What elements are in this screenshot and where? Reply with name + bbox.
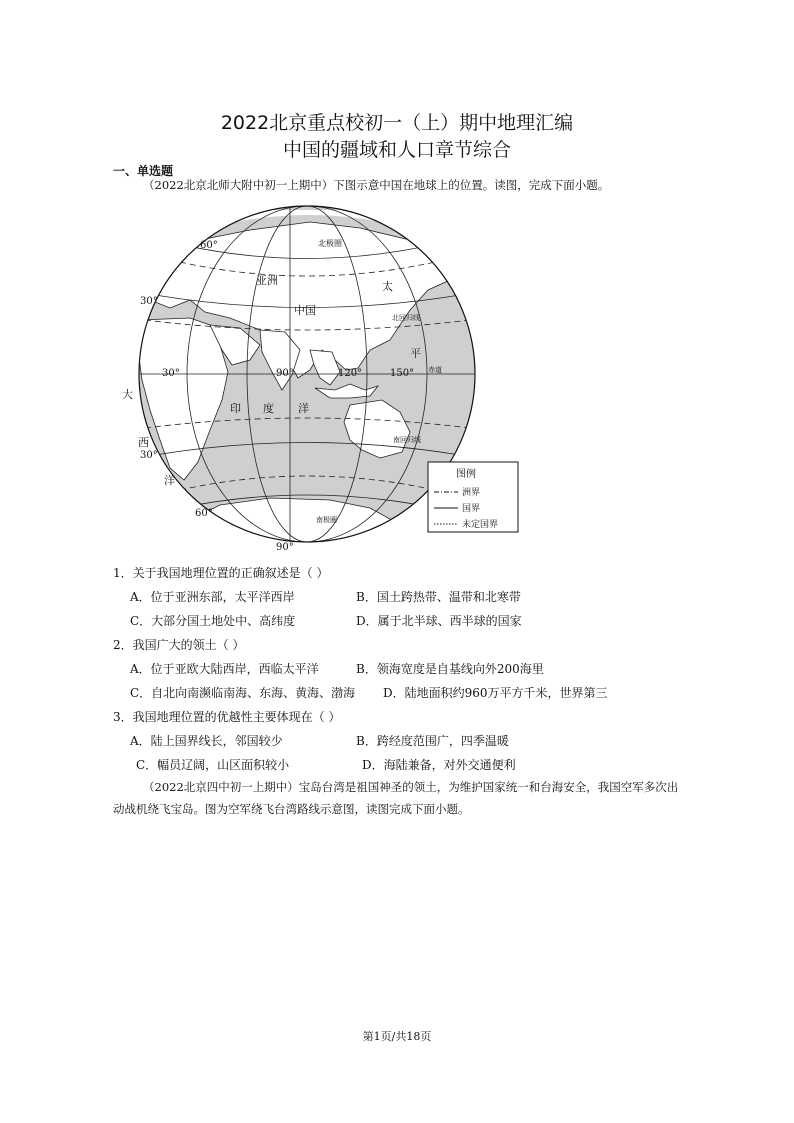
label-equator: 赤道 [428, 366, 442, 374]
question-2-option-b[interactable]: B．领海宽度是自基线向外200海里 [356, 662, 544, 676]
question-3-option-a[interactable]: A．陆上国界线长，邻国较少 [130, 734, 283, 748]
question-1-option-c[interactable]: C．大部分国土地处中、高纬度 [130, 614, 296, 628]
question-3-option-b[interactable]: B．跨经度范围广，四季温暖 [356, 734, 509, 748]
map-legend [428, 462, 518, 532]
label-arctic-circle: 北极圈 [318, 239, 342, 248]
label-china: 中国 [294, 304, 316, 317]
page-subtitle: 中国的疆域和人口章节综合 [282, 139, 511, 161]
label-tai: 太 [382, 280, 393, 293]
globe-map [110, 200, 520, 552]
label-lat30n: 30° [140, 296, 158, 307]
label-pole-south: 90° [276, 542, 294, 552]
intro-paragraph-1: （2022北京北师大附中初一上期中）下图示意中国在地球上的位置。读图，完成下面小题。 [143, 178, 610, 192]
label-yin: 印 [230, 402, 241, 415]
label-antarctic-circle: 南极圈 [316, 516, 337, 524]
label-ping: 平 [410, 347, 421, 360]
label-yang-indian: 洋 [298, 402, 309, 415]
question-2-option-c[interactable]: C．自北向南濒临南海、东海、黄海、渤海 [130, 686, 356, 700]
legend-item-border: 国界 [462, 504, 481, 514]
page-title: 2022北京重点校初一（上）期中地理汇编 [220, 112, 574, 134]
legend-title: 图例 [456, 469, 476, 480]
question-3-option-c[interactable]: C．幅员辽阔，山区面积较小 [136, 758, 290, 772]
label-lon120: 120° [338, 368, 363, 379]
question-2-option-a[interactable]: A．位于亚欧大陆西岸，西临太平洋 [130, 662, 319, 676]
label-lon30: 30° [162, 368, 180, 379]
label-yang-atlantic: 洋 [164, 474, 175, 487]
label-xi: 西 [138, 436, 149, 449]
label-lon150: 150° [390, 368, 415, 379]
legend-item-undefined: 未定国界 [462, 520, 499, 530]
label-tropic-cancer: 北回归线 [392, 314, 420, 322]
label-asia: 亚洲 [256, 274, 278, 287]
legend-item-continent: 洲界 [462, 488, 481, 498]
label-du: 度 [263, 402, 274, 415]
question-3-stem: 3．我国地理位置的优越性主要体现在（ ） [113, 710, 341, 724]
question-3-option-d[interactable]: D．海陆兼备，对外交通便利 [362, 758, 516, 772]
label-lat60n: 60° [200, 240, 218, 251]
question-1-stem: 1．关于我国地理位置的正确叙述是（ ） [113, 566, 329, 580]
page-footer: 第1页/共18页 [362, 1030, 432, 1043]
label-lat30s: 30° [140, 450, 158, 461]
intro-paragraph-2: （2022北京四中初一上期中）宝岛台湾是祖国神圣的领土，为维护国家统一和台海安全，我国空军多次出动战机绕飞宝岛。图为空军绕飞台湾路线示意图，读图完成下面小题。 [113, 780, 679, 816]
question-1-option-b[interactable]: B．国土跨热带、温带和北寒带 [356, 590, 521, 604]
label-da: 大 [122, 388, 133, 401]
section-heading: 一、单选题 [113, 164, 174, 178]
question-2-stem: 2．我国广大的领土（ ） [113, 638, 245, 652]
question-1-option-a[interactable]: A．位于亚洲东部，太平洋西岸 [130, 590, 295, 604]
question-2-option-d[interactable]: D．陆地面积约960万平方千米，世界第三 [383, 686, 608, 700]
label-lat60s: 60° [195, 508, 213, 519]
question-1-option-d[interactable]: D．属于北半球、西半球的国家 [356, 614, 522, 628]
label-lon90: 90° [276, 368, 294, 379]
label-tropic-capricorn: 南回归线 [393, 436, 421, 444]
